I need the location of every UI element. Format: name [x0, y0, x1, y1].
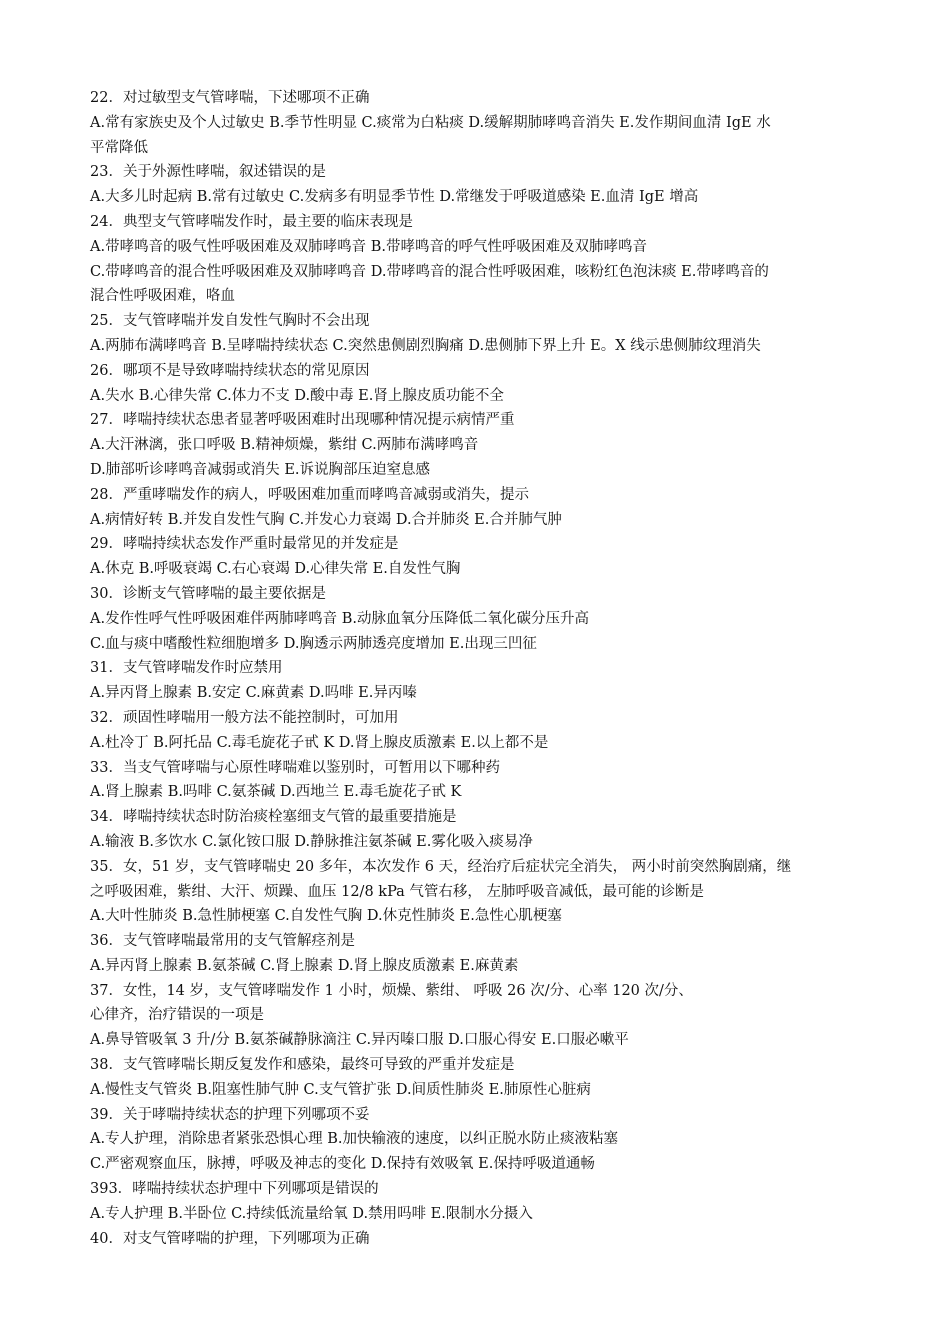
text-line: A.慢性支气管炎 B.阻塞性肺气肿 C.支气管扩张 D.间质性肺炎 E.肺原性心脏病	[90, 1081, 591, 1098]
text-line: 33．当支气管哮喘与心原性哮喘难以鉴别时，可暂用以下哪种药	[90, 759, 500, 776]
text-line: A.专人护理 B.半卧位 C.持续低流量给氧 D.禁用吗啡 E.限制水分摄入	[90, 1205, 533, 1222]
text-line: A.失水 B.心律失常 C.体力不支 D.酸中毒 E.肾上腺皮质功能不全	[90, 387, 504, 404]
text-line: 31．支气管哮喘发作时应禁用	[90, 660, 283, 677]
text-line: D.肺部听诊哮鸣音减弱或消失 E.诉说胸部压迫窒息感	[90, 461, 431, 478]
text-line: 35．女，51 岁，支气管哮喘史 20 多年，本次发作 6 天，经治疗后症状完全消失， 两小时前突然胸剧痛，继	[90, 858, 792, 875]
text-line: 心律齐，治疗错误的一项是	[90, 1007, 264, 1024]
text-line: 之呼吸困难，紫绀、大汗、烦躁、血压 12/8 kPa 气管右移， 左肺呼吸音减低，最可能的诊断是	[90, 883, 705, 900]
text-line: 40．对支气管哮喘的护理，下列哪项为正确	[90, 1230, 370, 1247]
text-line: 24．典型支气管哮喘发作时，最主要的临床表现是	[90, 213, 413, 230]
text-line: 30．诊断支气管哮喘的最主要依据是	[90, 585, 326, 602]
text-line: A.异丙肾上腺素 B.氨茶碱 C.肾上腺素 D.肾上腺皮质激素 E.麻黄素	[90, 957, 519, 974]
text-line: 393．哮喘持续状态护理中下列哪项是错误的	[90, 1181, 379, 1198]
text-line: 混合性呼吸困难，咯血	[90, 288, 235, 305]
text-line: 36．支气管哮喘最常用的支气管解痉剂是	[90, 933, 355, 950]
text-line: A.常有家族史及个人过敏史 B.季节性明显 C.痰常为白粘痰 D.缓解期肺哮鸣音消失 E.发作期间血清 IgE 水	[90, 114, 771, 131]
text-line: A.输液 B.多饮水 C.氯化铵口服 D.静脉推注氨茶碱 E.雾化吸入痰易净	[90, 833, 533, 850]
text-line: A.大汗淋漓，张口呼吸 B.精神烦燥，紫绀 C.两肺布满哮鸣音	[90, 437, 479, 454]
text-line: 29．哮喘持续状态发作严重时最常见的并发症是	[90, 536, 399, 553]
text-line: 25．支气管哮喘并发自发性气胸时不会出现	[90, 313, 370, 330]
text-line: 22．对过敏型支气管哮喘，下述哪项不正确	[90, 90, 370, 106]
text-line: A.两肺布满哮鸣音 B.呈哮喘持续状态 C.突然患侧剧烈胸痛 D.患侧肺下界上升 E。X 线示患侧肺纹理消失	[90, 337, 761, 354]
text-line: 39．关于哮喘持续状态的护理下列哪项不妥	[90, 1106, 370, 1123]
text-line: C.带哮鸣音的混合性呼吸困难及双肺哮鸣音 D.带哮鸣音的混合性呼吸困难，咳粉红色泡沫痰 E.带哮鸣音的	[90, 263, 769, 280]
text-line: C.血与痰中嗜酸性粒细胞增多 D.胸透示两肺透亮度增加 E.出现三凹征	[90, 635, 537, 652]
text-line: 28．严重哮喘发作的病人，呼吸困难加重而哮鸣音减弱或消失，提示	[90, 486, 529, 503]
text-line: 34．哮喘持续状态时防治痰栓塞细支气管的最重要措施是	[90, 809, 457, 826]
text-line: 38．支气管哮喘长期反复发作和感染，最终可导致的严重并发症是	[90, 1057, 515, 1074]
text-line: A.休克 B.呼吸衰竭 C.右心衰竭 D.心律失常 E.自发性气胸	[90, 561, 461, 578]
text-line: 平常降低	[90, 139, 148, 156]
text-line: 23．关于外源性哮喘，叙述错误的是	[90, 164, 326, 181]
text-line: A.大多儿时起病 B.常有过敏史 C.发病多有明显季节性 D.常继发于呼吸道感染 E.血清 IgE 增高	[90, 189, 699, 206]
text-line: A.肾上腺素 B.吗啡 C.氨茶碱 D.西地兰 E.毒毛旋花子甙 K	[90, 784, 462, 801]
text-line: A.病情好转 B.并发自发性气胸 C.并发心力衰竭 D.合并肺炎 E.合并肺气肿	[90, 511, 562, 528]
text-line: A.大叶性肺炎 B.急性肺梗塞 C.自发性气胸 D.休克性肺炎 E.急性心肌梗塞	[90, 908, 562, 925]
text-line: 32．顽固性哮喘用一般方法不能控制时，可加用	[90, 709, 399, 726]
text-line: C.严密观察血压，脉搏，呼吸及神志的变化 D.保持有效吸氧 E.保持呼吸道通畅	[90, 1156, 595, 1173]
text-line: A.专人护理，消除患者紧张恐惧心理 B.加快输液的速度，以纠正脱水防止痰液粘塞	[90, 1131, 618, 1148]
text-line: A.发作性呼气性呼吸困难伴两肺哮鸣音 B.动脉血氧分压降低二氧化碳分压升高	[90, 610, 589, 627]
text-line: 26．哪项不是导致哮喘持续状态的常见原因	[90, 362, 370, 379]
text-line: A.杜冷丁 B.阿托品 C.毒毛旋花子甙 K D.肾上腺皮质激素 E.以上都不是	[90, 734, 549, 751]
question-text-body	[90, 86, 890, 1251]
text-line: 37．女性，14 岁，支气管哮喘发作 1 小时，烦燥、紫绀、 呼吸 26 次/分、心率 120 次/分、	[90, 982, 693, 999]
text-line: A.带哮鸣音的吸气性呼吸困难及双肺哮鸣音 B.带哮鸣音的呼气性呼吸困难及双肺哮鸣音	[90, 238, 647, 255]
text-line: 27．哮喘持续状态患者显著呼吸困难时出现哪种情况提示病情严重	[90, 412, 515, 429]
text-line: A.异丙肾上腺素 B.安定 C.麻黄素 D.吗啡 E.异丙嗪	[90, 685, 417, 702]
text-line: A.鼻导管吸氧 3 升/分 B.氨茶碱静脉滴注 C.异丙嗪口服 D.口服心得安 E.口服必嗽平	[90, 1032, 629, 1049]
